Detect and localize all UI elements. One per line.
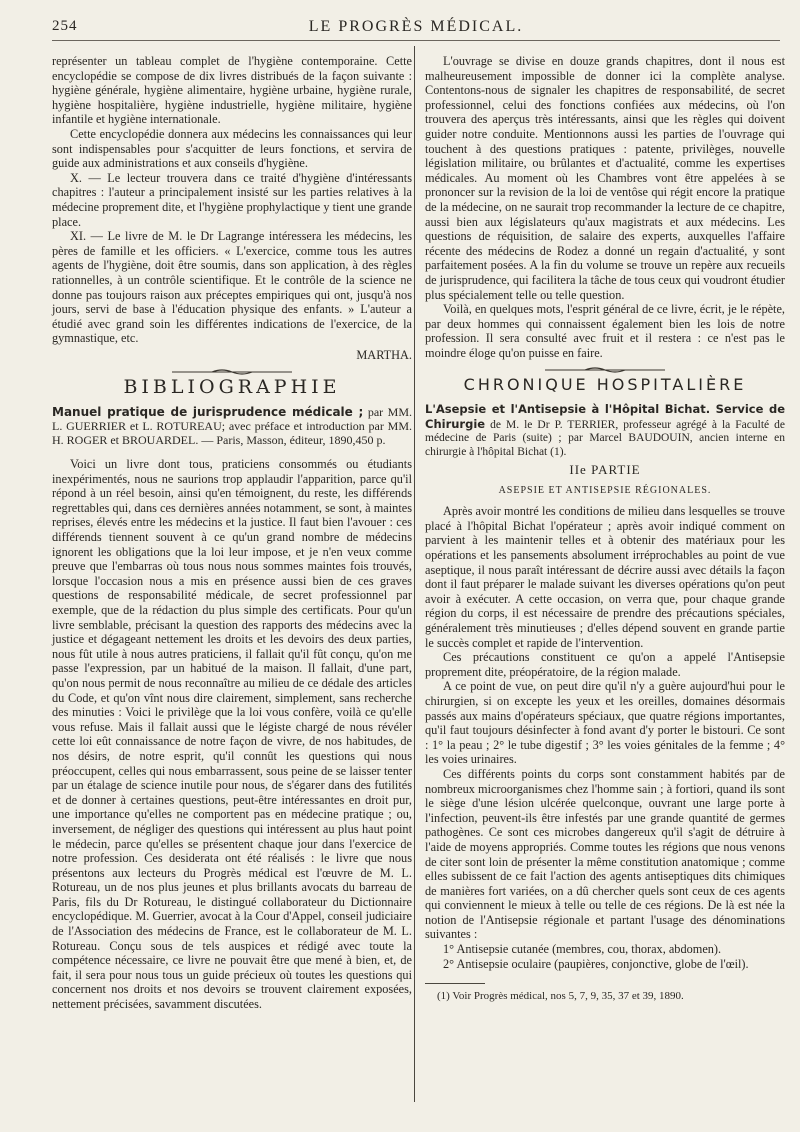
footnote: (1) Voir Progrès médical, nos 5, 7, 9, 35, 37 et 39, 1890. <box>437 990 684 1003</box>
paragraph: Après avoir montré les conditions de milieu dans lesquelles se trouve placé à l'hôpital Bichat l'opérateur ; après avoir indiqué comment on parvient à les maintenir telles et à obtenir des matériaux pour les opérations et les pansements absolument irréprochables au point de vue aseptique, il nous paraît intéressant de décrire aussi avec détails la façon dont il faut préparer le malade suivant les diverses opérations qu'on peut avoir à exécuter. A cette occasion, on verra que, pour chaque grande région du corps, il est nécessaire de prendre des précautions spéciales, généralement très minutieuses ; d'elles dépend souvent en grande partie le succès complet et rapide de l'intervention. <box>425 504 785 650</box>
paragraph: Voilà, en quelques mots, l'esprit général de ce livre, écrit, je le répète, par deux hommes qui connaissent également bien les lois de notre profession. Il sera consulté avec fruit et il restera : ce n'est pas le moindre éloge qu'on puisse en faire. <box>425 302 785 360</box>
page-number: 254 <box>52 18 78 34</box>
article-title: L'Asepsie et l'Antisepsie à l'Hôpital Bichat. Service de Chirurgie <box>425 402 785 431</box>
list-item: 1° Antisepsie cutanée (membres, cou, thorax, abdomen). <box>443 942 722 957</box>
list-item: 2° Antisepsie oculaire (paupières, conjonctive, globe de l'œil). <box>443 956 749 971</box>
article-details: de M. le Dr P. TERRIER, professeur agrégé à la Faculté de médecine de Paris (suite) ; par Marcel BAUDOUIN, ancien interne en chirurgie à l'hôpital Bichat (1). <box>425 418 785 458</box>
paragraph: Ces différents points du corps sont constamment habités par de nombreux microorganismes chez l'homme sain ; à fortiori, quand ils sont le siège d'une lésion ulcérée quelconque, ouvrant une large porte à l'infection, peuvent-ils être infestés par une grande quantité de germes pathogènes. Ce sont ces microbes dangereux qu'il s'agit de détruire à l'aide de moyens appropriés. Comme toutes les régions que nous venons de citer sont loin de présenter la même constitution anatomique ; comme elles subissent de ce fait l'action des agents antiseptiques dits chimiques de manières fort variées, on a dû chercher quels sont ceux de ces agents qui conviennent le mieux à telle ou telle de ces régions. De là est née la notion de l'Antisepsie régionale et partant l'usage des dénominations suivantes : <box>425 766 785 942</box>
section-title-chronique: CHRONIQUE HOSPITALIÈRE <box>463 375 747 395</box>
ornament-divider <box>52 368 412 376</box>
left-column <box>52 54 412 1012</box>
paragraph: L'ouvrage se divise en douze grands chapitres, dont il nous est malheureusement impossible de donner ici la complète analyse. Contentons-nous de signaler les chapitres de responsabilité, de secret professionnel, celui des fonctions confiées aux médecins, où l'on trouvera des aperçus très intéressants, ainsi que les règles qui doivent guider notre conduite. Mentionnons aussi les parties de l'ouvrage qui touchent à des questions pratiques : patente, privilèges, nouvelle législation militaire, ou brûlantes et d'actualité, comme les expertises médicales. Au moment où les Chambres vont être appelées à se prononcer sur la revision de la loi de ventôse qui régit encore la pratique de la médecine, on ne saurait trop recommander la lecture de ce chapitre, aussi bien aux législateurs qu'aux magistrats et aux médecins. Les questions de réquisition, de salaire des experts, auxquelles l'affaire récente des médecins de Rodez a donné un regain d'actualité, y sont parfaitement posées. A la fin du volume se trouve un repère aux recueils de jurisprudence, qui facilitera la tâche de tous ceux qui voudront étudier plus spécialement telle ou telle question. <box>425 54 785 302</box>
footnote-rule <box>425 983 485 984</box>
section-title-bibliographie: BIBLIOGRAPHIE <box>123 376 341 399</box>
paragraph: représenter un tableau complet de l'hygiène contemporaine. Cette encyclopédie se compose de dix livres distribués de la façon suivante : hygiène générale, hygiène alimentaire, hygiène urbaine, hygiène rurale, hygiène hospitalière, hygiène industrielle, hygiène militaire, hygiène infantile et hygiène internationale. <box>52 54 412 127</box>
journal-title: LE PROGRÈS MÉDICAL. <box>308 18 524 35</box>
paragraph: Voici un livre dont tous, praticiens consommés ou étudiants inexpérimentés, nous ne saurions trop applaudir l'apparition, parce qu'il répond à un réel besoin, ainsi qu'en témoignent, du reste, les différends regrettables qui, dans ces dernières années notamment, se sont, à maintes reprises, élevés entre les médecins et la justice. Il faut bien l'avouer : ces différends tiennent souvent à ce qu'un grand nombre de médecins ignorent les obligations que la loi leur impose, et je n'en veux comme preuve que l'embarras où tous nous nous sommes maintes fois trouvés, lorsque l'occasion nous a mis en présence aussi bien de ces graves questions de responsabilité médicale, de secret professionnel par exemple, que de la rédaction du plus simple des certificats. Pour qu'un livre semblable, précisant la question des rapports des médecins avec la justice et dégageant nettement les droits et les devoirs des deux parties, nous fût utile à nous autres praticiens, il fallait qu'il fût conçu, qu'on me passe l'expression, par un habitué de la maison. Il fallait, d'une part, qu'on nous permit de nous reconnaître au milieu de ce dédale des articles du Code, et qu'on vînt nous dire clairement, simplement, sans recherche des minuties : Voici le privilège que la loi vous confère, voilà ce qu'elle vous refuse. Mais il fallait aussi que le légiste chargé de nous révéler cette loi eût connaissance de notre façon de vivre, de nos habitudes, de nos désirs, de notre esprit, qu'il connût les questions qui nous préoccupent, celles qui nous embarrassent, sous peine de se laisser tenter par un étalage de science inutile pour nous, de s'égarer dans des futilités et de donner à certaines questions, peut-être intéressantes en droit pur, une importance qu'elles ne comportent pas en médecine pratique ; ou, inversement, de négliger des questions qui intéressent au plus haut point le médecin, parce qu'elles se présentent chaque jour dans l'exercice de notre profession. Ces desiderata ont été réalisés : le livre que nous présentons aux lecteurs du Progrès médical est l'œuvre de M. L. Rotureau, un de nos plus jeunes et plus brillants avocats du barreau de Paris, fils du Dr Rotureau, le distingué collaborateur du Dictionnaire encyclopédique. M. Guerrier, avocat à la Cour d'Appel, conseil judiciaire de l'Association des médecins de France, est le collaborateur de M. L. Rotureau. Conçu sous de tels auspices et rédigé avec toute la compétence nécessaire, ce livre ne pouvait être que mené à bien, et, de fait, il sera pour nous tous un guide précieux où toutes les questions qui concernent nos droits et nos devoirs se trouvent clairement exposées, nettement précisées, savamment discutées. <box>52 457 412 1012</box>
page-header <box>52 18 780 41</box>
paragraph: Ces précautions constituent ce qu'on a appelé l'Antisepsie proprement dite, préopératoire, de la région malade. <box>425 650 785 679</box>
book-details: par MM. L. GUERRIER et L. ROTUREAU; avec préface et introduction par MM. H. ROGER et BROUARDEL. — Paris, Masson, éditeur, 1890,450 p. <box>52 405 413 448</box>
paragraph: X. — Le lecteur trouvera dans ce traité d'hygiène d'intéressants chapitres : l'auteur a principalement insisté sur les parties relatives à la médecine proprement dite, et l'hygiène prophylactique y tient une grande place. <box>52 170 412 229</box>
subpart-label: ASEPSIE ET ANTISEPSIE RÉGIONALES. <box>498 484 712 496</box>
article-reference <box>425 403 785 459</box>
column-divider <box>414 46 415 1102</box>
book-reference <box>52 405 412 447</box>
right-column <box>425 54 785 1003</box>
book-title: Manuel pratique de jurisprudence médicale ; <box>52 405 364 420</box>
paragraph: Cette encyclopédie donnera aux médecins les connaissances qui leur sont indispensables pour s'acquitter de leurs fonctions, et servira de guide aux administrations et aux conseils d'hygiène. <box>52 126 412 171</box>
ornament-divider <box>425 366 785 374</box>
paragraph: A ce point de vue, on peut dire qu'il n'y a guère aujourd'hui pour le chirurgien, si on excepte les yeux et les oreilles, domaines désormais passés aux mains d'opérateurs spéciaux, que quatre régions importantes, qu'il faut toujours désinfecter à fond avant d'y porter le bistouri. Ce sont : 1° la peau ; 2° le tube digestif ; 3° les voies génitales de la femme ; 4° les voies urinaires. <box>425 679 785 767</box>
signature: MARTHA. <box>356 347 412 362</box>
part-label: IIe PARTIE <box>569 462 641 478</box>
paragraph: XI. — Le livre de M. le Dr Lagrange intéressera les médecins, les pères de famille et les officiers. « L'exercice, comme tous les autres agents de l'hygiène, doit être soumis, dans son application, à des règles rationnelles, à un contrôle scientifique. Et le contrôle de la science ne donne pas toujours raison aux préceptes empiriques qui ont, jusqu'à nos jours, servi de base à l'éducation physique des enfants. » L'auteur a étudié avec grand soin les différentes indications de l'exercice, de la gymnastique, etc. <box>52 229 412 346</box>
